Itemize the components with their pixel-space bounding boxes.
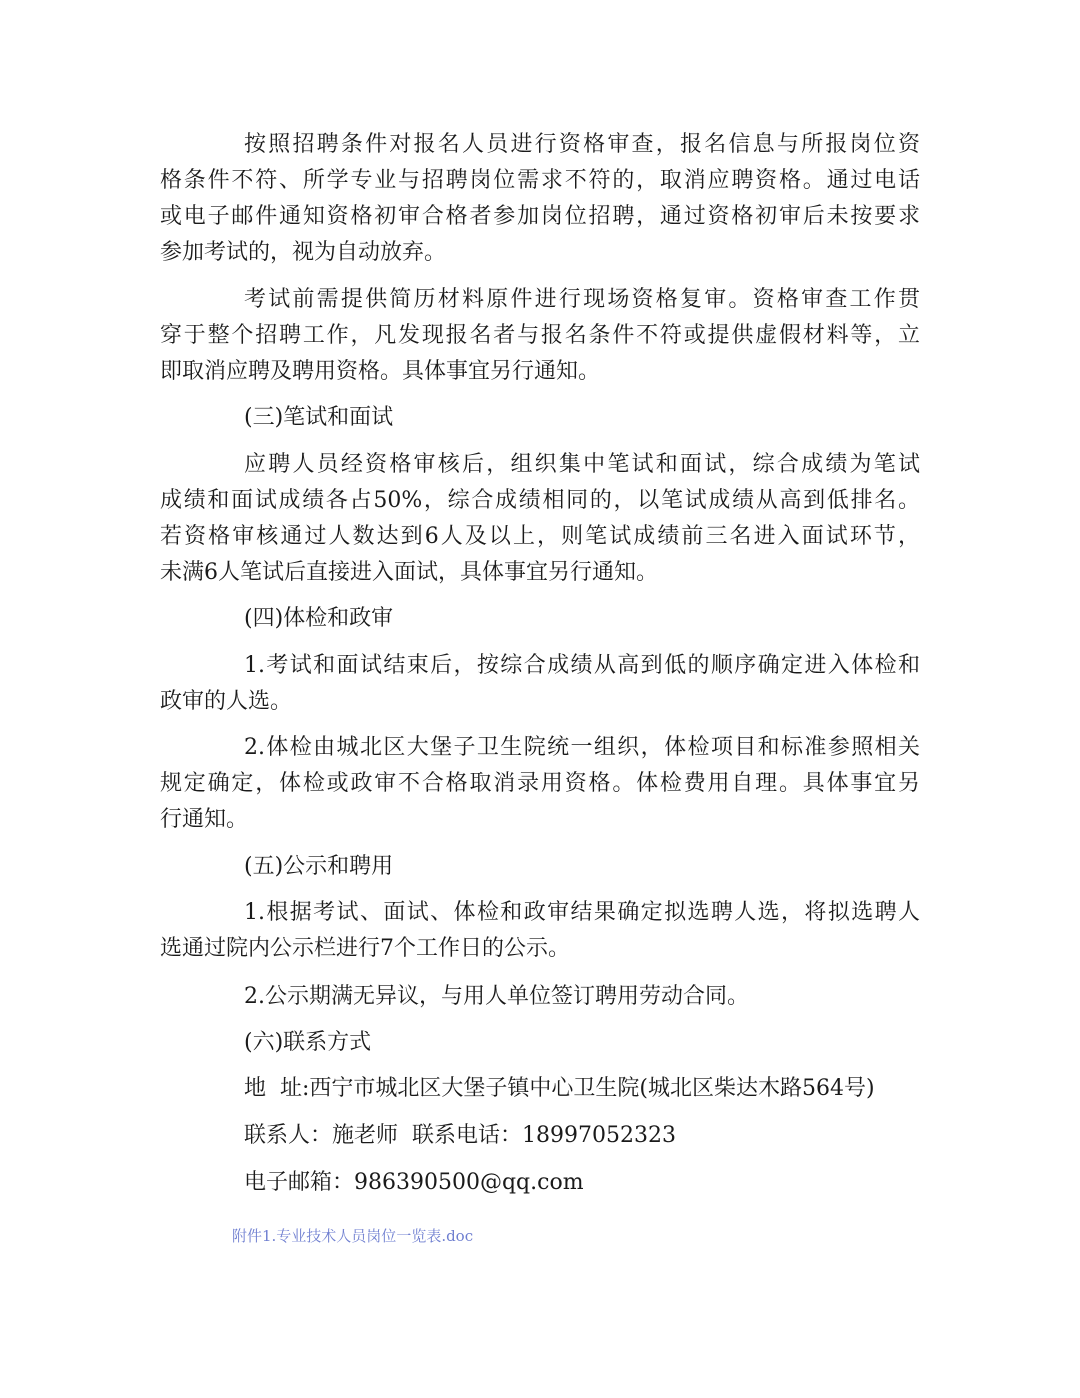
paragraph-line: 2.公示期满无异议，与用人单位签订聘用劳动合同。 xyxy=(244,984,749,1009)
paragraph-line: 按照招聘条件对报名人员进行资格审查，报名信息与所报岗位资 xyxy=(244,132,920,157)
paragraph-line: 若资格审核通过人数达到6人及以上，则笔试成绩前三名进入面试环节， xyxy=(160,524,920,549)
section-heading: (六)联系方式 xyxy=(244,1030,372,1055)
contact-email: 电子邮箱：986390500@qq.com xyxy=(244,1170,584,1195)
paragraph-line: 未满6人笔试后直接进入面试，具体事宜另行通知。 xyxy=(160,560,658,585)
contact-address: 地 址:西宁市城北区大堡子镇中心卫生院(城北区柴达木路564号) xyxy=(244,1076,875,1101)
paragraph-line: 即取消应聘及聘用资格。具体事宜另行通知。 xyxy=(160,359,601,384)
contact-person-phone: 联系人：施老师 联系电话：18997052323 xyxy=(244,1123,676,1148)
paragraph-line: 1.考试和面试结束后，按综合成绩从高到低的顺序确定进入体检和 xyxy=(244,653,920,678)
paragraph-line: 政审的人选。 xyxy=(160,689,293,714)
section-heading: (五)公示和聘用 xyxy=(244,854,394,879)
paragraph-line: 规定确定，体检或政审不合格取消录用资格。体检费用自理。具体事宜另 xyxy=(160,771,920,796)
paragraph-line: 应聘人员经资格审核后，组织集中笔试和面试，综合成绩为笔试 xyxy=(244,452,920,477)
paragraph-line: 穿于整个招聘工作，凡发现报名者与报名条件不符或提供虚假材料等，立 xyxy=(160,323,920,348)
paragraph-line: 格条件不符、所学专业与招聘岗位需求不符的，取消应聘资格。通过电话 xyxy=(160,168,920,193)
paragraph-line: 成绩和面试成绩各占50%，综合成绩相同的，以笔试成绩从高到低排名。 xyxy=(160,488,920,513)
paragraph-line: 考试前需提供简历材料原件进行现场资格复审。资格审查工作贯 xyxy=(244,287,920,312)
paragraph-line: 1.根据考试、面试、体检和政审结果确定拟选聘人选，将拟选聘人 xyxy=(244,900,920,925)
paragraph-line: 或电子邮件通知资格初审合格者参加岗位招聘，通过资格初审后未按要求 xyxy=(160,204,920,229)
paragraph-line: 行通知。 xyxy=(160,807,249,832)
paragraph-line: 参加考试的，视为自动放弃。 xyxy=(160,240,447,265)
section-heading: (四)体检和政审 xyxy=(244,606,394,631)
section-heading: (三)笔试和面试 xyxy=(244,405,394,430)
paragraph-line: 选通过院内公示栏进行7个工作日的公示。 xyxy=(160,936,570,961)
paragraph-line: 2.体检由城北区大堡子卫生院统一组织，体检项目和标准参照相关 xyxy=(244,735,920,760)
attachment-link[interactable]: 附件1.专业技术人员岗位一览表.doc xyxy=(232,1227,474,1245)
